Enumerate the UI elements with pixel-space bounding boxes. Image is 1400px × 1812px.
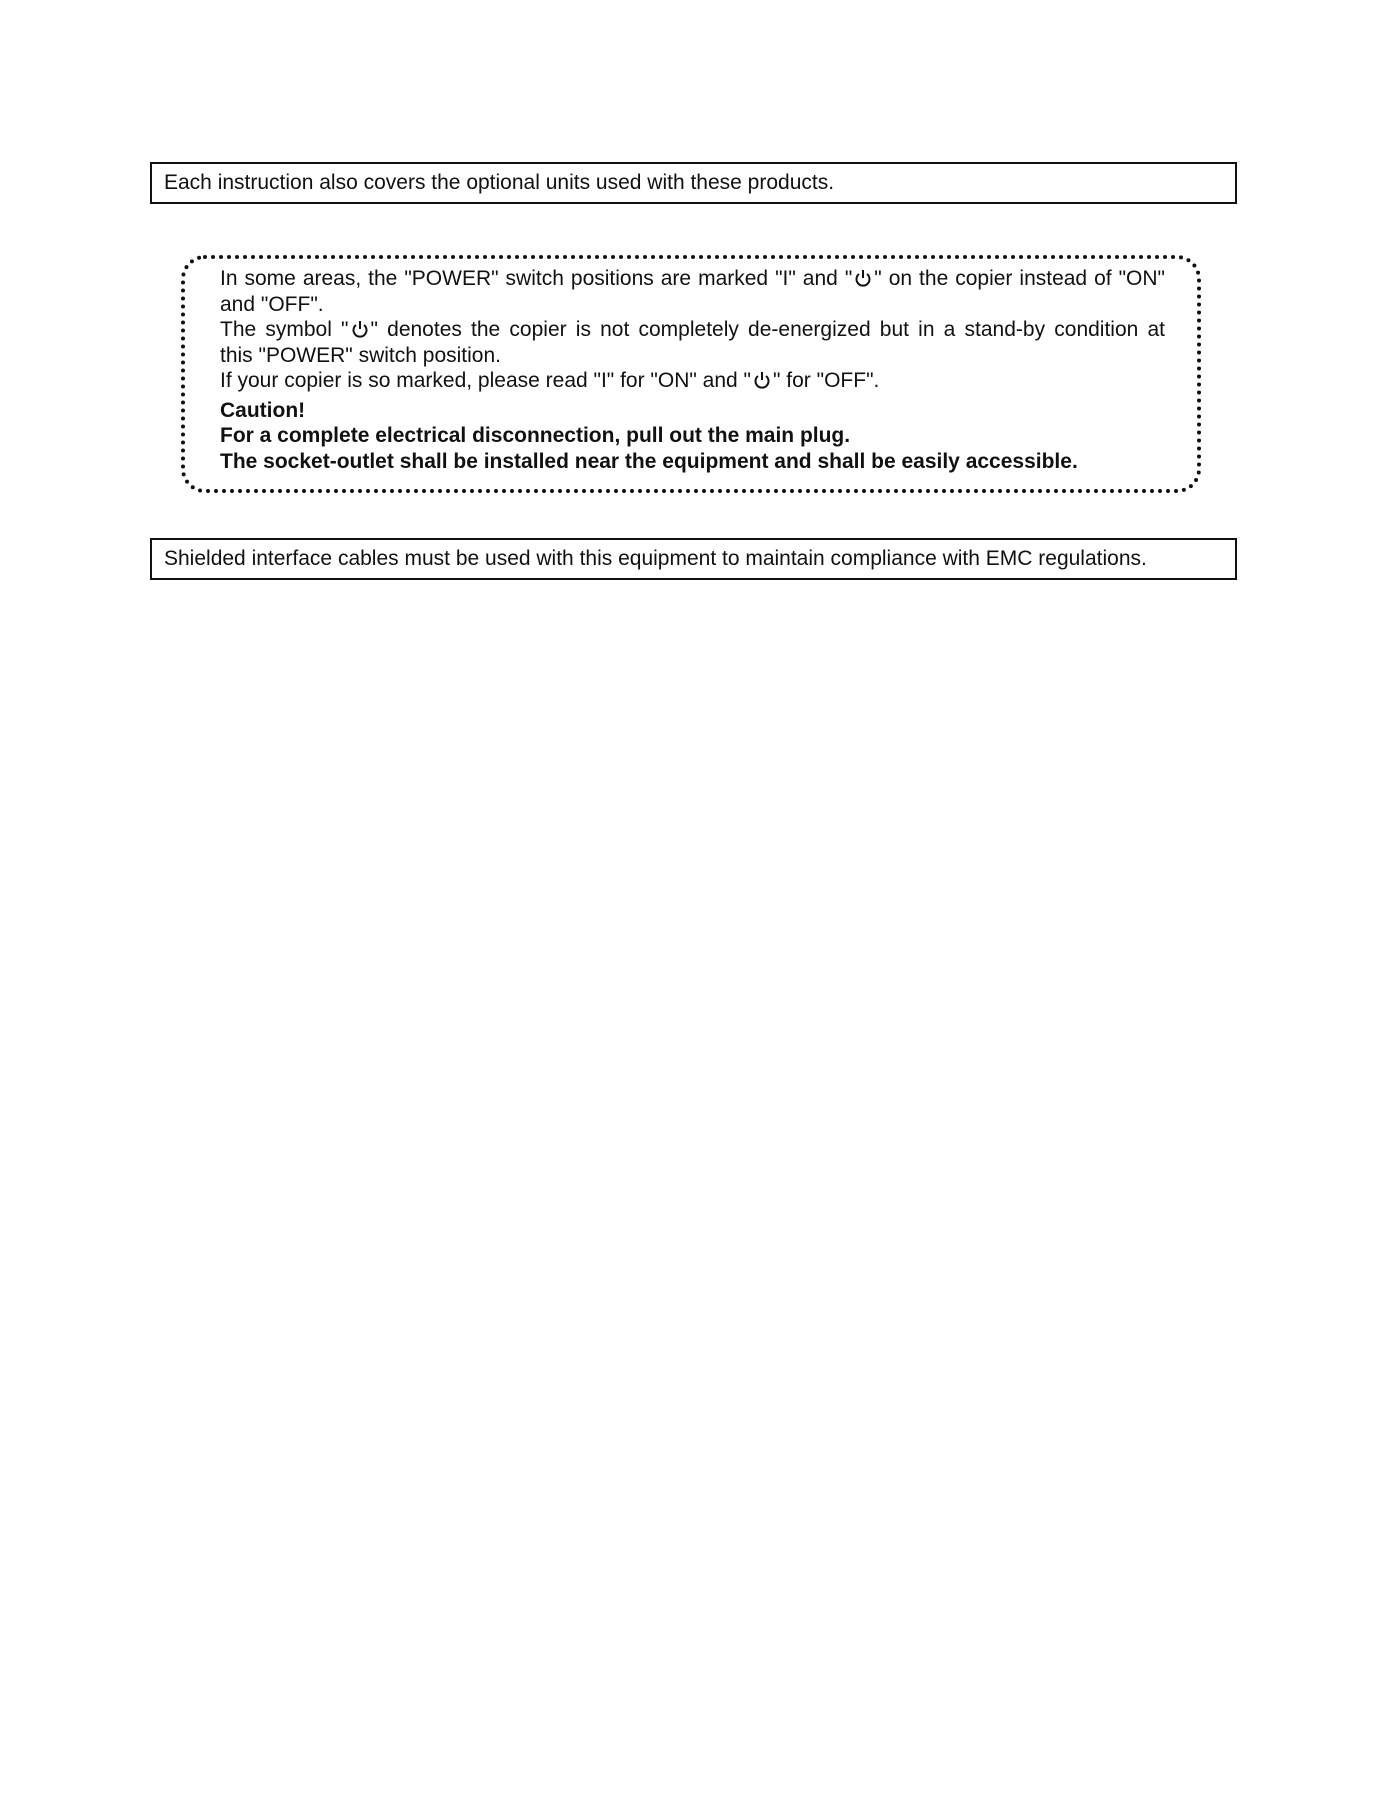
power-notice-line-2: and "OFF". — [220, 292, 324, 316]
emc-notice — [150, 538, 1237, 580]
power-notice-line-5: If your copier is so marked, please read "I" for "ON" and " " for "OFF". — [220, 369, 880, 392]
power-standby-icon — [854, 268, 872, 288]
power-notice-line-3: The symbol " " denotes the copier is not completely de-energized but in a stand-by condition at — [220, 318, 1166, 341]
power-notice-line-1: In some areas, the "POWER" switch positions are marked "I" and " " on the copier instead of "ON" — [220, 267, 1165, 290]
caution-title: Caution! — [220, 398, 306, 422]
caution-line-1: For a complete electrical disconnection, pull out the main plug. — [220, 424, 851, 447]
caution-line-2: The socket-outlet shall be installed near the equipment and shall be easily accessible. — [220, 449, 1078, 473]
optional-units-text: Each instruction also covers the optional units used with these products. — [164, 171, 835, 194]
emc-text: Shielded interface cables must be used with this equipment to maintain compliance with EMC regulations. — [164, 547, 1147, 570]
power-standby-icon — [753, 370, 771, 390]
optional-units-notice — [150, 162, 1237, 204]
power-notice-line-4: this "POWER" switch position. — [220, 343, 501, 367]
power-switch-notice — [220, 266, 1165, 474]
power-standby-icon — [351, 319, 369, 339]
